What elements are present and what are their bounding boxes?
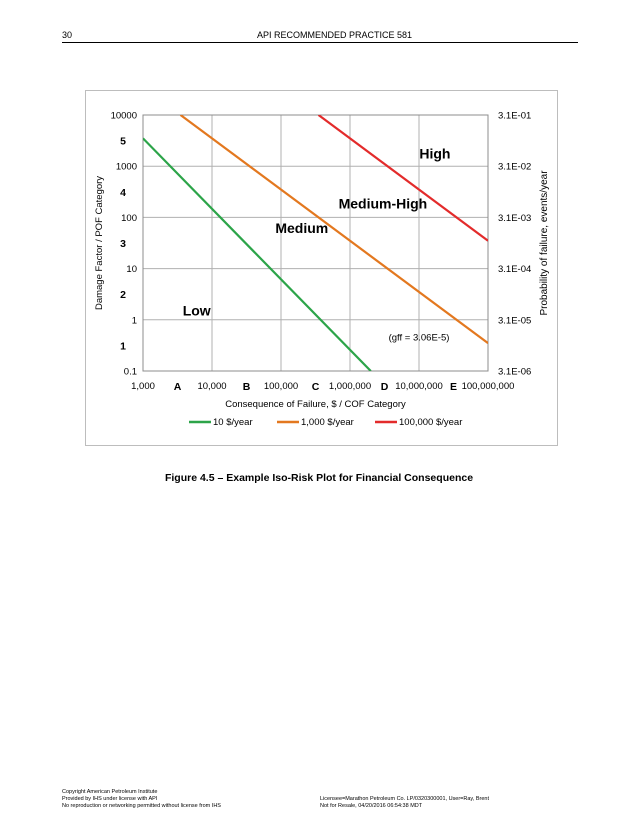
footer-license [320,796,489,810]
x-tick-label: 1,000 [131,381,155,392]
x-tick-label: 10,000,000 [395,381,443,392]
series-line-red [319,115,488,241]
footer-line: Provided by IHS under license with API [62,796,158,802]
cof-category-label: E [449,381,458,393]
y-tick-label: 10000 [110,110,137,122]
legend-label: 10 $/year [213,417,253,428]
y2-tick-label: 3.1E-03 [498,212,532,224]
y2-tick-label: 3.1E-04 [498,264,532,276]
region-label: Medium [275,219,329,236]
pof-category-label: 1 [120,340,126,353]
y2-tick-label: 3.1E-05 [498,315,532,327]
series-line-green [143,138,371,371]
y2-tick-label: 3.1E-01 [498,110,532,122]
region-label: High [419,145,451,162]
legend-label: 1,000 $/year [301,417,354,428]
footer-copyright [62,789,221,810]
gff-annotation: (gff = 3.06E-5) [388,332,450,344]
y-axis-title: Damage Factor / POF Category [94,175,105,311]
pof-category-label: 4 [120,186,126,199]
x-tick-label: 10,000 [197,381,227,392]
pof-category-label: 3 [120,238,126,251]
y-tick-label: 1000 [115,161,137,173]
cof-category-label: A [173,381,182,393]
footer-line: Licensee=Marathon Petroleum Co. LP/0320300001, User=Ray, Brent [320,796,489,802]
cof-category-label: D [380,381,389,393]
y-tick-label: 100 [121,212,137,224]
legend-label: 100,000 $/year [399,417,463,428]
cof-category-label: C [311,381,320,393]
header-rule [62,42,578,43]
y-tick-label: 10 [126,264,137,276]
footer-line: Not for Resale, 04/20/2016 06:54:38 MDT [320,803,423,809]
y-tick-label: 1 [131,315,137,327]
region-label: Low [182,302,211,319]
iso-risk-chart [86,91,557,445]
pof-category-label: 5 [120,135,126,148]
pof-category-label: 2 [120,289,126,302]
y2-axis-title: Probability of failure, events/year [539,170,550,316]
y-tick-label: 0.1 [123,366,137,378]
x-tick-label: 1,000,000 [328,381,372,392]
page-number: 30 [62,30,73,40]
footer-line: No reproduction or networking permitted without license from IHS [62,803,221,809]
x-tick-label: 100,000,000 [461,381,515,392]
y2-tick-label: 3.1E-06 [498,366,532,378]
cof-category-label: B [242,381,251,393]
chart-frame [85,90,558,446]
x-axis-title: Consequence of Failure, $ / COF Category [225,399,406,410]
footer-line: Copyright American Petroleum Institute [62,789,158,795]
y2-tick-label: 3.1E-02 [498,161,532,173]
document-title: API RECOMMENDED PRACTICE 581 [257,30,413,40]
figure-caption: Figure 4.5 – Example Iso-Risk Plot for Financial Consequence [164,472,474,484]
x-tick-label: 100,000 [263,381,299,392]
region-label: Medium-High [338,195,428,212]
